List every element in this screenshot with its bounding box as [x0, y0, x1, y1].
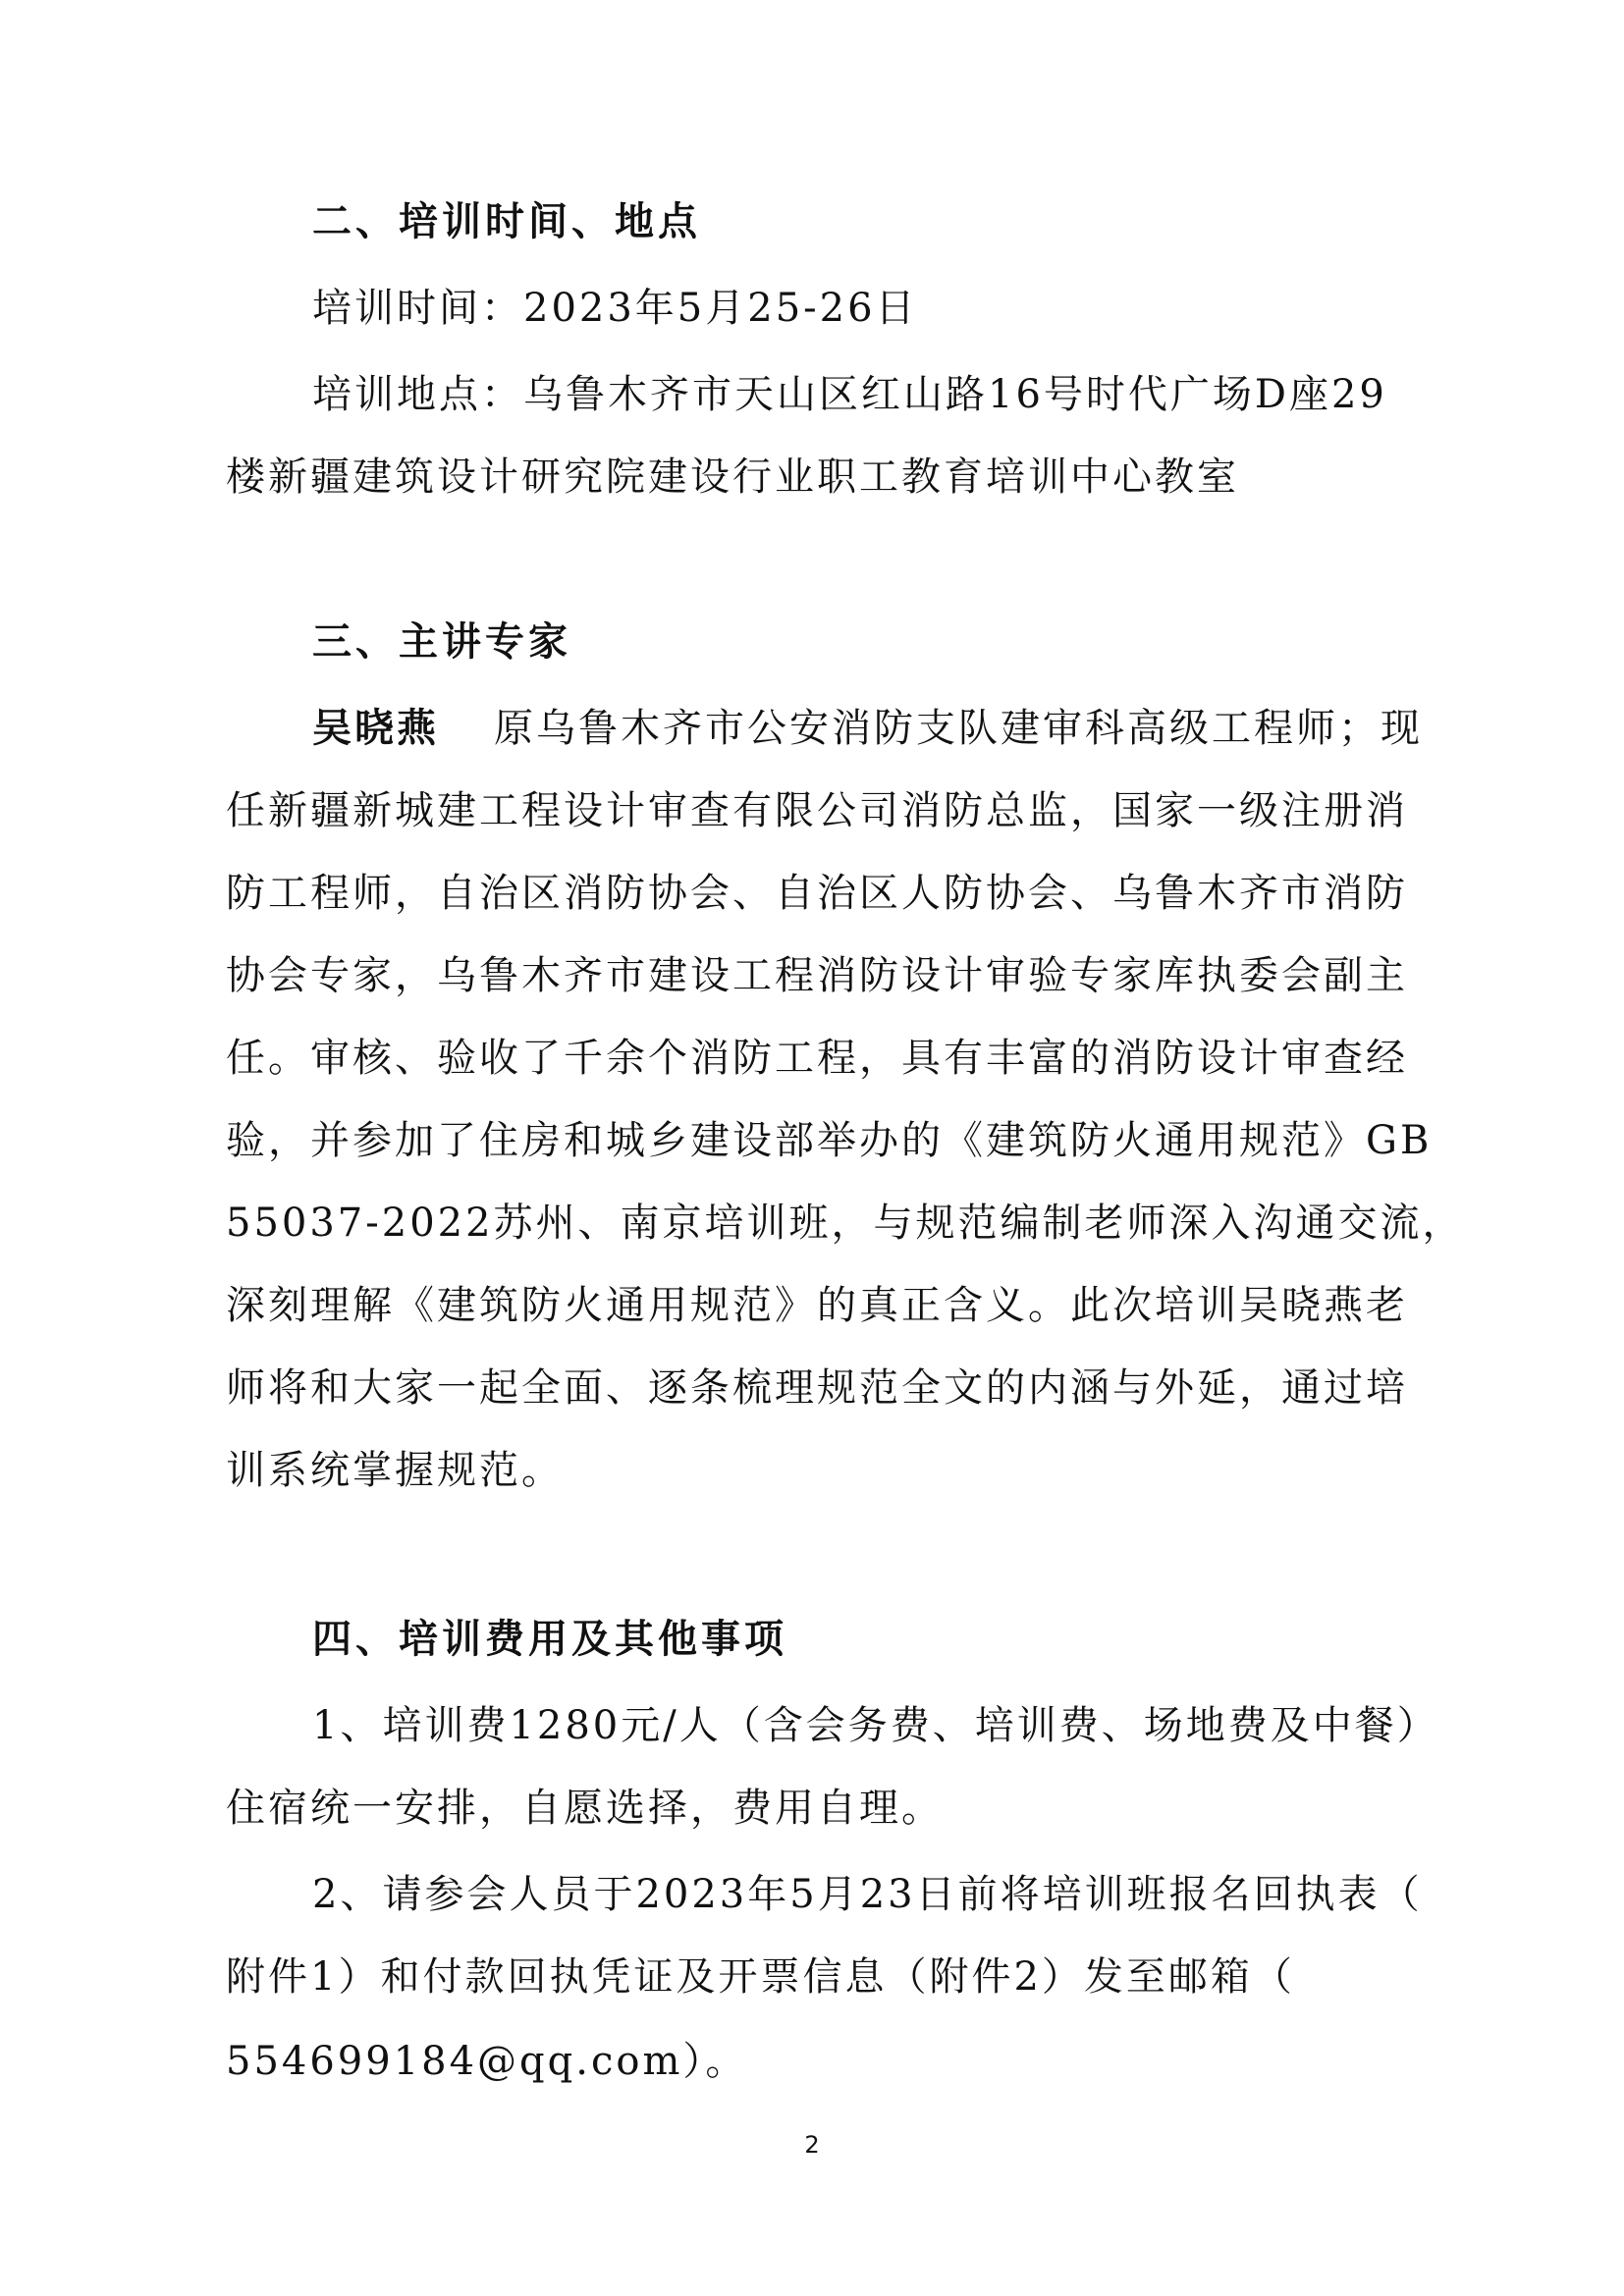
training-time: 培训时间：2023年5月25-26日 — [312, 286, 918, 331]
expert-bio-line-2: 任新疆新城建工程设计审查有限公司消防总监，国家一级注册消 — [226, 788, 1408, 833]
expert-bio-line-10: 训系统掌握规范。 — [226, 1448, 564, 1493]
page-number: 2 — [804, 2131, 820, 2159]
expert-bio-line-1 — [312, 705, 1530, 752]
training-place-line-1: 培训地点：乌鲁木齐市天山区红山路16号时代广场D座29 — [312, 372, 1387, 417]
expert-bio-text: 原乌鲁木齐市公安消防支队建审科高级工程师；现 — [494, 706, 1423, 751]
section-heading-lecturer: 三、主讲专家 — [312, 619, 571, 665]
expert-bio-line-5: 任。审核、验收了千余个消防工程，具有丰富的消防设计审查经 — [226, 1036, 1408, 1081]
fee-line-1: 1、培训费1280元/人（含会务费、培训费、场地费及中餐） — [312, 1703, 1439, 1748]
expert-bio-line-9: 师将和大家一起全面、逐条梳理规范全文的内涵与外延，通过培 — [226, 1365, 1408, 1411]
fee-line-2: 住宿统一安排，自愿选择，费用自理。 — [226, 1786, 944, 1831]
expert-bio-line-7: 55037-2022苏州、南京培训班，与规范编制老师深入沟通交流， — [226, 1201, 1465, 1246]
expert-bio-line-3: 防工程师，自治区消防协会、自治区人防协会、乌鲁木齐市消防 — [226, 871, 1408, 916]
registration-email-line: 554699184@qq.com）。 — [226, 2039, 748, 2084]
registration-line-2: 附件1）和付款回执凭证及开票信息（附件2）发至邮箱（ — [226, 1954, 1295, 2000]
expert-name: 吴晓燕 — [312, 706, 439, 751]
registration-line-1: 2、请参会人员于2023年5月23日前将培训班报名回执表（ — [312, 1872, 1423, 1917]
training-place-line-2: 楼新疆建筑设计研究院建设行业职工教育培训中心教室 — [226, 454, 1239, 500]
expert-bio-line-8: 深刻理解《建筑防火通用规范》的真正含义。此次培训吴晓燕老 — [226, 1283, 1408, 1328]
expert-bio-line-6: 验，并参加了住房和城乡建设部举办的《建筑防火通用规范》GB — [226, 1118, 1433, 1163]
section-heading-training-time-place: 二、培训时间、地点 — [312, 199, 701, 244]
expert-bio-line-4: 协会专家，乌鲁木齐市建设工程消防设计审验专家库执委会副主 — [226, 953, 1408, 998]
section-heading-fees-and-other: 四、培训费用及其他事项 — [312, 1617, 787, 1662]
